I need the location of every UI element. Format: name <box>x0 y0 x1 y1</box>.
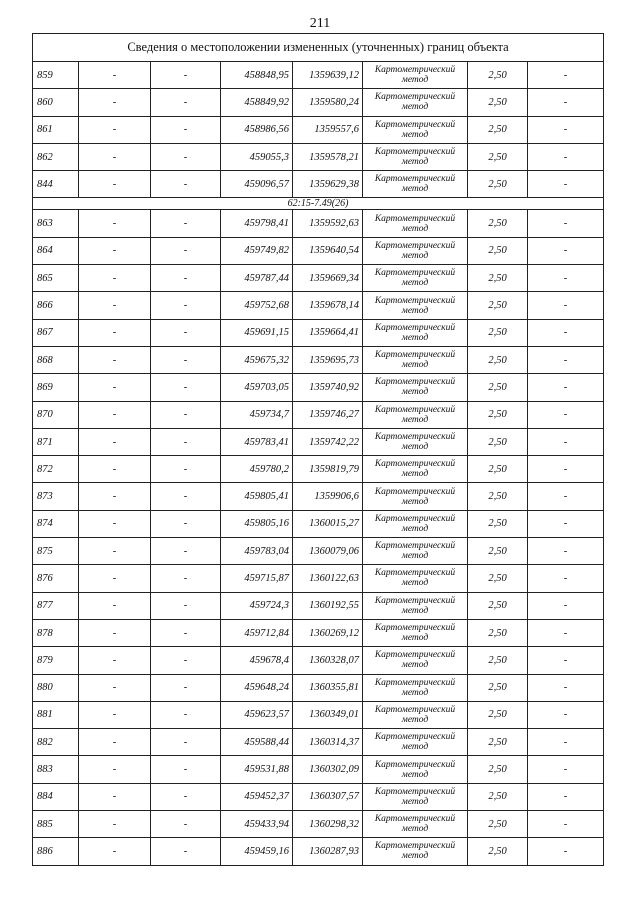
table-row <box>33 838 604 865</box>
description-cell: - <box>528 428 604 455</box>
table-row <box>33 374 604 401</box>
table-row <box>33 237 604 264</box>
old-x-cell: - <box>79 838 151 865</box>
point-number-cell: 882 <box>33 729 79 756</box>
point-number-cell: 844 <box>33 171 79 198</box>
method-cell: Картометрический метод <box>363 619 468 646</box>
new-x-cell: 459096,57 <box>221 171 293 198</box>
new-y-cell: 1359906,6 <box>293 483 363 510</box>
method-cell: Картометрический метод <box>363 701 468 728</box>
method-cell: Картометрический метод <box>363 565 468 592</box>
old-x-cell: - <box>79 116 151 143</box>
accuracy-cell: 2,50 <box>468 210 528 237</box>
description-cell: - <box>528 265 604 292</box>
description-cell: - <box>528 565 604 592</box>
table-row <box>33 346 604 373</box>
old-y-cell: - <box>151 565 221 592</box>
boundary-coordinates-table <box>32 33 604 866</box>
table-row <box>33 701 604 728</box>
point-number-cell: 868 <box>33 346 79 373</box>
table-row <box>33 171 604 198</box>
old-y-cell: - <box>151 838 221 865</box>
point-number-cell: 871 <box>33 428 79 455</box>
new-y-cell: 1360314,37 <box>293 729 363 756</box>
table-row <box>33 483 604 510</box>
new-x-cell: 459623,57 <box>221 701 293 728</box>
method-cell: Картометрический метод <box>363 346 468 373</box>
table-row <box>33 401 604 428</box>
description-cell: - <box>528 292 604 319</box>
new-y-cell: 1360079,06 <box>293 538 363 565</box>
accuracy-cell: 2,50 <box>468 674 528 701</box>
old-x-cell: - <box>79 756 151 783</box>
method-cell: Картометрический метод <box>363 756 468 783</box>
table-row <box>33 729 604 756</box>
old-y-cell: - <box>151 510 221 537</box>
new-y-cell: 1360269,12 <box>293 619 363 646</box>
new-y-cell: 1359695,73 <box>293 346 363 373</box>
point-number-cell: 872 <box>33 456 79 483</box>
method-cell: Картометрический метод <box>363 811 468 838</box>
old-y-cell: - <box>151 237 221 264</box>
point-number-cell: 875 <box>33 538 79 565</box>
old-y-cell: - <box>151 783 221 810</box>
method-cell: Картометрический метод <box>363 838 468 865</box>
table-row <box>33 456 604 483</box>
accuracy-cell: 2,50 <box>468 647 528 674</box>
table-row <box>33 811 604 838</box>
point-number-cell: 866 <box>33 292 79 319</box>
description-cell: - <box>528 401 604 428</box>
table-row <box>33 265 604 292</box>
accuracy-cell: 2,50 <box>468 89 528 116</box>
point-number-cell: 865 <box>33 265 79 292</box>
old-x-cell: - <box>79 374 151 401</box>
new-x-cell: 459783,41 <box>221 428 293 455</box>
new-x-cell: 459055,3 <box>221 143 293 170</box>
new-y-cell: 1360302,09 <box>293 756 363 783</box>
description-cell: - <box>528 674 604 701</box>
table-row <box>33 319 604 346</box>
new-y-cell: 1359742,22 <box>293 428 363 455</box>
old-y-cell: - <box>151 756 221 783</box>
accuracy-cell: 2,50 <box>468 701 528 728</box>
new-y-cell: 1359639,12 <box>293 62 363 89</box>
new-y-cell: 1360298,32 <box>293 811 363 838</box>
method-cell: Картометрический метод <box>363 483 468 510</box>
new-y-cell: 1359640,54 <box>293 237 363 264</box>
old-y-cell: - <box>151 674 221 701</box>
method-cell: Картометрический метод <box>363 171 468 198</box>
method-cell: Картометрический метод <box>363 143 468 170</box>
method-cell: Картометрический метод <box>363 319 468 346</box>
description-cell: - <box>528 143 604 170</box>
table-row <box>33 783 604 810</box>
old-x-cell: - <box>79 647 151 674</box>
method-cell: Картометрический метод <box>363 428 468 455</box>
new-x-cell: 458986,56 <box>221 116 293 143</box>
description-cell: - <box>528 838 604 865</box>
new-y-cell: 1359592,63 <box>293 210 363 237</box>
point-number-cell: 883 <box>33 756 79 783</box>
new-y-cell: 1359664,41 <box>293 319 363 346</box>
new-y-cell: 1359740,92 <box>293 374 363 401</box>
accuracy-cell: 2,50 <box>468 116 528 143</box>
old-y-cell: - <box>151 483 221 510</box>
new-x-cell: 459459,16 <box>221 838 293 865</box>
old-x-cell: - <box>79 483 151 510</box>
new-x-cell: 459712,84 <box>221 619 293 646</box>
old-x-cell: - <box>79 619 151 646</box>
old-y-cell: - <box>151 456 221 483</box>
new-x-cell: 459433,94 <box>221 811 293 838</box>
new-x-cell: 459734,7 <box>221 401 293 428</box>
accuracy-cell: 2,50 <box>468 428 528 455</box>
table-row <box>33 116 604 143</box>
old-y-cell: - <box>151 171 221 198</box>
table-row <box>33 292 604 319</box>
old-y-cell: - <box>151 89 221 116</box>
old-x-cell: - <box>79 171 151 198</box>
description-cell: - <box>528 619 604 646</box>
old-y-cell: - <box>151 538 221 565</box>
section-row <box>33 198 604 210</box>
new-x-cell: 458848,95 <box>221 62 293 89</box>
table-row <box>33 674 604 701</box>
accuracy-cell: 2,50 <box>468 756 528 783</box>
table-row <box>33 428 604 455</box>
accuracy-cell: 2,50 <box>468 811 528 838</box>
old-x-cell: - <box>79 292 151 319</box>
accuracy-cell: 2,50 <box>468 483 528 510</box>
new-x-cell: 459805,41 <box>221 483 293 510</box>
old-y-cell: - <box>151 62 221 89</box>
old-x-cell: - <box>79 89 151 116</box>
table-row <box>33 538 604 565</box>
new-x-cell: 459798,41 <box>221 210 293 237</box>
new-y-cell: 1359819,79 <box>293 456 363 483</box>
new-x-cell: 459805,16 <box>221 510 293 537</box>
description-cell: - <box>528 756 604 783</box>
new-y-cell: 1359678,14 <box>293 292 363 319</box>
old-y-cell: - <box>151 428 221 455</box>
old-y-cell: - <box>151 401 221 428</box>
point-number-cell: 869 <box>33 374 79 401</box>
method-cell: Картометрический метод <box>363 647 468 674</box>
accuracy-cell: 2,50 <box>468 510 528 537</box>
new-x-cell: 459715,87 <box>221 565 293 592</box>
old-x-cell: - <box>79 538 151 565</box>
page-number: 211 <box>309 16 331 31</box>
new-x-cell: 459783,04 <box>221 538 293 565</box>
method-cell: Картометрический метод <box>363 237 468 264</box>
new-x-cell: 459703,05 <box>221 374 293 401</box>
point-number-cell: 876 <box>33 565 79 592</box>
method-cell: Картометрический метод <box>363 592 468 619</box>
description-cell: - <box>528 510 604 537</box>
old-y-cell: - <box>151 346 221 373</box>
point-number-cell: 873 <box>33 483 79 510</box>
old-y-cell: - <box>151 374 221 401</box>
description-cell: - <box>528 89 604 116</box>
new-x-cell: 459452,37 <box>221 783 293 810</box>
description-cell: - <box>528 374 604 401</box>
old-x-cell: - <box>79 210 151 237</box>
method-cell: Картометрический метод <box>363 265 468 292</box>
old-x-cell: - <box>79 729 151 756</box>
old-y-cell: - <box>151 811 221 838</box>
method-cell: Картометрический метод <box>363 729 468 756</box>
new-x-cell: 459648,24 <box>221 674 293 701</box>
new-y-cell: 1359578,21 <box>293 143 363 170</box>
method-cell: Картометрический метод <box>363 783 468 810</box>
new-x-cell: 459588,44 <box>221 729 293 756</box>
new-x-cell: 459531,88 <box>221 756 293 783</box>
description-cell: - <box>528 592 604 619</box>
accuracy-cell: 2,50 <box>468 456 528 483</box>
description-cell: - <box>528 346 604 373</box>
method-cell: Картометрический метод <box>363 456 468 483</box>
old-x-cell: - <box>79 319 151 346</box>
table-row <box>33 592 604 619</box>
method-cell: Картометрический метод <box>363 116 468 143</box>
description-cell: - <box>528 811 604 838</box>
accuracy-cell: 2,50 <box>468 619 528 646</box>
accuracy-cell: 2,50 <box>468 62 528 89</box>
method-cell: Картометрический метод <box>363 292 468 319</box>
old-y-cell: - <box>151 729 221 756</box>
new-y-cell: 1360192,55 <box>293 592 363 619</box>
description-cell: - <box>528 237 604 264</box>
accuracy-cell: 2,50 <box>468 237 528 264</box>
point-number-cell: 862 <box>33 143 79 170</box>
description-cell: - <box>528 729 604 756</box>
old-y-cell: - <box>151 210 221 237</box>
new-x-cell: 459691,15 <box>221 319 293 346</box>
old-y-cell: - <box>151 116 221 143</box>
description-cell: - <box>528 538 604 565</box>
description-cell: - <box>528 783 604 810</box>
new-y-cell: 1359746,27 <box>293 401 363 428</box>
new-x-cell: 459787,44 <box>221 265 293 292</box>
old-x-cell: - <box>79 346 151 373</box>
old-x-cell: - <box>79 62 151 89</box>
point-number-cell: 885 <box>33 811 79 838</box>
accuracy-cell: 2,50 <box>468 265 528 292</box>
accuracy-cell: 2,50 <box>468 346 528 373</box>
accuracy-cell: 2,50 <box>468 565 528 592</box>
accuracy-cell: 2,50 <box>468 783 528 810</box>
description-cell: - <box>528 62 604 89</box>
old-x-cell: - <box>79 701 151 728</box>
method-cell: Картометрический метод <box>363 210 468 237</box>
old-x-cell: - <box>79 265 151 292</box>
accuracy-cell: 2,50 <box>468 729 528 756</box>
point-number-cell: 879 <box>33 647 79 674</box>
method-cell: Картометрический метод <box>363 62 468 89</box>
point-number-cell: 886 <box>33 838 79 865</box>
method-cell: Картометрический метод <box>363 401 468 428</box>
old-x-cell: - <box>79 592 151 619</box>
old-y-cell: - <box>151 647 221 674</box>
old-y-cell: - <box>151 619 221 646</box>
table-row <box>33 143 604 170</box>
table-body <box>33 34 604 866</box>
table-row <box>33 647 604 674</box>
new-x-cell: 459749,82 <box>221 237 293 264</box>
new-y-cell: 1360287,93 <box>293 838 363 865</box>
table-row <box>33 756 604 783</box>
new-y-cell: 1360328,07 <box>293 647 363 674</box>
point-number-cell: 870 <box>33 401 79 428</box>
old-x-cell: - <box>79 143 151 170</box>
old-x-cell: - <box>79 510 151 537</box>
new-y-cell: 1359580,24 <box>293 89 363 116</box>
method-cell: Картометрический метод <box>363 510 468 537</box>
point-number-cell: 884 <box>33 783 79 810</box>
old-y-cell: - <box>151 265 221 292</box>
new-y-cell: 1360307,57 <box>293 783 363 810</box>
point-number-cell: 880 <box>33 674 79 701</box>
description-cell: - <box>528 319 604 346</box>
old-x-cell: - <box>79 783 151 810</box>
new-y-cell: 1359629,38 <box>293 171 363 198</box>
accuracy-cell: 2,50 <box>468 592 528 619</box>
old-x-cell: - <box>79 811 151 838</box>
point-number-cell: 860 <box>33 89 79 116</box>
old-y-cell: - <box>151 592 221 619</box>
method-cell: Картометрический метод <box>363 374 468 401</box>
new-x-cell: 459752,68 <box>221 292 293 319</box>
table-row <box>33 210 604 237</box>
description-cell: - <box>528 701 604 728</box>
accuracy-cell: 2,50 <box>468 143 528 170</box>
accuracy-cell: 2,50 <box>468 292 528 319</box>
table-row <box>33 62 604 89</box>
point-number-cell: 874 <box>33 510 79 537</box>
table-row <box>33 510 604 537</box>
method-cell: Картометрический метод <box>363 674 468 701</box>
new-x-cell: 459675,32 <box>221 346 293 373</box>
description-cell: - <box>528 647 604 674</box>
point-number-cell: 859 <box>33 62 79 89</box>
old-x-cell: - <box>79 565 151 592</box>
old-y-cell: - <box>151 143 221 170</box>
new-y-cell: 1360122,63 <box>293 565 363 592</box>
section-label: 62:15-7.49(26) <box>33 198 604 210</box>
new-x-cell: 459724,3 <box>221 592 293 619</box>
accuracy-cell: 2,50 <box>468 401 528 428</box>
new-x-cell: 459678,4 <box>221 647 293 674</box>
accuracy-cell: 2,50 <box>468 538 528 565</box>
point-number-cell: 861 <box>33 116 79 143</box>
new-y-cell: 1360015,27 <box>293 510 363 537</box>
old-x-cell: - <box>79 428 151 455</box>
table-title-row <box>33 34 604 62</box>
new-x-cell: 459780,2 <box>221 456 293 483</box>
old-x-cell: - <box>79 237 151 264</box>
point-number-cell: 863 <box>33 210 79 237</box>
description-cell: - <box>528 210 604 237</box>
new-y-cell: 1360355,81 <box>293 674 363 701</box>
new-y-cell: 1360349,01 <box>293 701 363 728</box>
old-y-cell: - <box>151 292 221 319</box>
description-cell: - <box>528 456 604 483</box>
description-cell: - <box>528 171 604 198</box>
method-cell: Картометрический метод <box>363 538 468 565</box>
point-number-cell: 867 <box>33 319 79 346</box>
accuracy-cell: 2,50 <box>468 171 528 198</box>
old-x-cell: - <box>79 401 151 428</box>
new-x-cell: 458849,92 <box>221 89 293 116</box>
old-y-cell: - <box>151 319 221 346</box>
table-title: Сведения о местоположении измененных (уточненных) границ объекта <box>33 34 604 62</box>
new-y-cell: 1359557,6 <box>293 116 363 143</box>
new-y-cell: 1359669,34 <box>293 265 363 292</box>
table-row <box>33 565 604 592</box>
point-number-cell: 864 <box>33 237 79 264</box>
point-number-cell: 881 <box>33 701 79 728</box>
table-row <box>33 619 604 646</box>
accuracy-cell: 2,50 <box>468 838 528 865</box>
accuracy-cell: 2,50 <box>468 319 528 346</box>
table-row <box>33 89 604 116</box>
point-number-cell: 878 <box>33 619 79 646</box>
method-cell: Картометрический метод <box>363 89 468 116</box>
old-y-cell: - <box>151 701 221 728</box>
point-number-cell: 877 <box>33 592 79 619</box>
description-cell: - <box>528 116 604 143</box>
old-x-cell: - <box>79 674 151 701</box>
description-cell: - <box>528 483 604 510</box>
accuracy-cell: 2,50 <box>468 374 528 401</box>
old-x-cell: - <box>79 456 151 483</box>
